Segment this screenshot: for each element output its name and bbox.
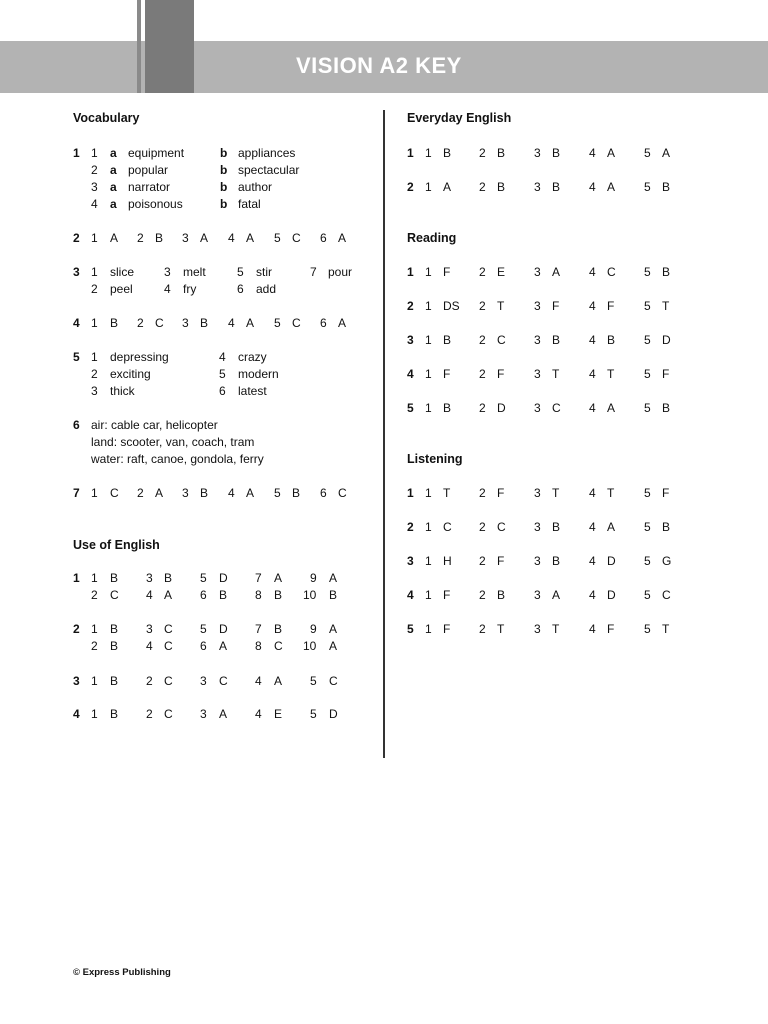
answer: D — [219, 571, 228, 585]
exercise-number: 7 — [73, 486, 80, 500]
section-heading-listening: Listening — [407, 452, 463, 466]
item-number: 10 — [303, 588, 317, 602]
answer: T — [443, 486, 451, 500]
item-number: 6 — [200, 588, 207, 602]
answer: B — [497, 588, 506, 602]
exercise-number: 1 — [73, 571, 80, 585]
item-number: 1 — [425, 622, 432, 636]
item-number: 3 — [91, 180, 98, 194]
answer: D — [329, 707, 338, 721]
item-number: 7 — [255, 622, 262, 636]
answer: C — [219, 674, 228, 688]
item-number: 2 — [479, 333, 486, 347]
answer: A — [246, 231, 255, 245]
exercise-number: 3 — [407, 333, 414, 347]
answer: F — [497, 486, 505, 500]
answer: C — [338, 486, 347, 500]
item-number: 3 — [534, 622, 541, 636]
item-number: 2 — [91, 639, 98, 653]
item-number: 3 — [534, 146, 541, 160]
answer: A — [200, 231, 209, 245]
item-number: 4 — [589, 520, 596, 534]
item-number: 1 — [91, 316, 98, 330]
answer: A — [338, 231, 347, 245]
exercise-number: 4 — [407, 367, 414, 381]
answer: T — [662, 622, 670, 636]
item-number: 2 — [91, 588, 98, 602]
answer: T — [497, 299, 505, 313]
answer: B — [200, 316, 209, 330]
item-number: 3 — [534, 180, 541, 194]
option-letter: a — [110, 146, 117, 160]
item-number: 2 — [479, 299, 486, 313]
answer: A — [155, 486, 164, 500]
answer-word: slice — [110, 265, 135, 279]
answer: B — [110, 571, 119, 585]
item-number: 4 — [589, 622, 596, 636]
answer: D — [662, 333, 671, 347]
exercise-number: 4 — [73, 707, 80, 721]
item-number: 5 — [644, 520, 651, 534]
section-heading-reading: Reading — [407, 231, 457, 245]
exercise-number: 5 — [73, 350, 80, 364]
item-number: 2 — [479, 520, 486, 534]
answer: C — [497, 520, 506, 534]
section-heading-vocabulary: Vocabulary — [73, 111, 140, 125]
item-number: 5 — [644, 622, 651, 636]
item-number: 1 — [425, 367, 432, 381]
item-number: 3 — [91, 384, 98, 398]
item-number: 2 — [137, 231, 144, 245]
answer: T — [497, 622, 505, 636]
answer: T — [552, 622, 560, 636]
item-number: 2 — [479, 265, 486, 279]
answer: G — [662, 554, 672, 568]
item-number: 3 — [182, 486, 189, 500]
answer: B — [662, 265, 671, 279]
item-number: 4 — [228, 316, 235, 330]
answer: A — [246, 316, 255, 330]
item-number: 2 — [137, 316, 144, 330]
section-heading-use-of-english: Use of English — [73, 538, 160, 552]
answer: H — [443, 554, 452, 568]
option-letter: b — [220, 180, 228, 194]
answer: A — [219, 707, 228, 721]
answer: A — [607, 180, 616, 194]
answer: A — [329, 571, 338, 585]
answer: A — [329, 622, 338, 636]
option-letter: a — [110, 163, 117, 177]
item-number: 4 — [228, 231, 235, 245]
item-number: 4 — [589, 554, 596, 568]
answer: F — [443, 622, 451, 636]
exercise-number: 2 — [73, 622, 80, 636]
exercise-number: 2 — [407, 520, 414, 534]
item-number: 5 — [274, 316, 281, 330]
item-number: 2 — [479, 486, 486, 500]
answer: D — [607, 588, 616, 602]
item-number: 5 — [644, 146, 651, 160]
answer: F — [443, 265, 451, 279]
item-number: 5 — [274, 486, 281, 500]
answer-word: popular — [128, 163, 169, 177]
answer: C — [164, 639, 173, 653]
answer-word: stir — [256, 265, 272, 279]
answer: B — [443, 146, 452, 160]
exercise-number: 1 — [407, 146, 414, 160]
answer-word: appliances — [238, 146, 296, 160]
item-number: 1 — [425, 333, 432, 347]
answer: DS — [443, 299, 460, 313]
item-number: 5 — [644, 554, 651, 568]
header-stripe — [137, 0, 141, 93]
item-number: 2 — [137, 486, 144, 500]
item-number: 5 — [219, 367, 226, 381]
item-number: 1 — [91, 350, 98, 364]
item-number: 1 — [425, 486, 432, 500]
exercise-number: 5 — [407, 622, 414, 636]
answer: T — [552, 367, 560, 381]
answer: B — [497, 146, 506, 160]
answer: C — [329, 674, 338, 688]
item-number: 8 — [255, 588, 262, 602]
answer: C — [164, 674, 173, 688]
answer-word: spectacular — [238, 163, 300, 177]
option-letter: a — [110, 197, 117, 211]
answer-word: author — [238, 180, 273, 194]
answer: A — [164, 588, 173, 602]
item-number: 3 — [164, 265, 171, 279]
item-number: 3 — [534, 588, 541, 602]
item-number: 4 — [589, 486, 596, 500]
answer: F — [443, 367, 451, 381]
answer: C — [552, 401, 561, 415]
option-letter: b — [220, 197, 228, 211]
item-number: 1 — [425, 520, 432, 534]
exercise-number: 2 — [407, 180, 414, 194]
answer-word: pour — [328, 265, 353, 279]
item-number: 1 — [91, 622, 98, 636]
item-number: 4 — [164, 282, 171, 296]
answer: B — [552, 520, 561, 534]
item-number: 3 — [534, 367, 541, 381]
answer-word: fatal — [238, 197, 261, 211]
item-number: 3 — [146, 571, 153, 585]
item-number: 7 — [255, 571, 262, 585]
answer: C — [662, 588, 671, 602]
item-number: 1 — [91, 265, 98, 279]
item-number: 5 — [310, 674, 317, 688]
answer: B — [110, 622, 119, 636]
answer: C — [443, 520, 452, 534]
option-letter: b — [220, 146, 228, 160]
answer: A — [246, 486, 255, 500]
answer: F — [607, 622, 615, 636]
answer-word: latest — [238, 384, 267, 398]
answer-word: thick — [110, 384, 135, 398]
option-letter: a — [110, 180, 117, 194]
item-number: 5 — [644, 367, 651, 381]
item-number: 4 — [228, 486, 235, 500]
answer: A — [607, 401, 616, 415]
item-number: 4 — [91, 197, 98, 211]
item-number: 1 — [425, 401, 432, 415]
item-number: 3 — [534, 265, 541, 279]
answer: F — [552, 299, 560, 313]
answer: B — [552, 180, 561, 194]
answer-word: exciting — [110, 367, 151, 381]
item-number: 5 — [644, 333, 651, 347]
answer-word: depressing — [110, 350, 169, 364]
copyright-footer: © Express Publishing — [73, 967, 171, 978]
answer-word: melt — [183, 265, 206, 279]
item-number: 6 — [219, 384, 226, 398]
exercise-number: 4 — [407, 588, 414, 602]
item-number: 5 — [644, 486, 651, 500]
answer: C — [292, 316, 301, 330]
exercise-number: 1 — [407, 265, 414, 279]
item-number: 5 — [200, 571, 207, 585]
answer: T — [607, 486, 615, 500]
answer: D — [607, 554, 616, 568]
exercise-number: 1 — [407, 486, 414, 500]
item-number: 2 — [479, 146, 486, 160]
answer: A — [329, 639, 338, 653]
item-number: 4 — [146, 639, 153, 653]
item-number: 5 — [644, 180, 651, 194]
answer: B — [274, 622, 283, 636]
item-number: 4 — [589, 588, 596, 602]
item-number: 3 — [146, 622, 153, 636]
exercise-number: 3 — [73, 674, 80, 688]
answer: B — [110, 316, 119, 330]
answer: B — [497, 180, 506, 194]
item-number: 9 — [310, 622, 317, 636]
answer-word: crazy — [238, 350, 267, 364]
column-divider — [383, 110, 385, 758]
answer: A — [443, 180, 452, 194]
item-number: 10 — [303, 639, 317, 653]
answer: B — [219, 588, 228, 602]
answer-line: land: scooter, van, coach, tram — [91, 435, 255, 449]
answer-word: add — [256, 282, 277, 296]
answer: E — [274, 707, 283, 721]
item-number: 4 — [589, 333, 596, 347]
item-number: 3 — [200, 707, 207, 721]
item-number: 4 — [589, 367, 596, 381]
item-number: 4 — [589, 180, 596, 194]
answer: E — [497, 265, 506, 279]
answer: B — [200, 486, 209, 500]
item-number: 2 — [479, 622, 486, 636]
answer-word: narrator — [128, 180, 171, 194]
item-number: 1 — [425, 299, 432, 313]
answer: A — [274, 674, 283, 688]
item-number: 2 — [91, 282, 98, 296]
answer: C — [164, 622, 173, 636]
exercise-number: 5 — [407, 401, 414, 415]
exercise-number: 3 — [73, 265, 80, 279]
exercise-number: 3 — [407, 554, 414, 568]
answer-line: air: cable car, helicopter — [91, 418, 218, 432]
answer: B — [443, 333, 452, 347]
answer: B — [110, 707, 119, 721]
answer: T — [662, 299, 670, 313]
item-number: 1 — [425, 180, 432, 194]
section-heading-everyday-english: Everyday English — [407, 111, 512, 125]
answer: A — [274, 571, 283, 585]
answer: B — [552, 554, 561, 568]
item-number: 6 — [200, 639, 207, 653]
item-number: 3 — [534, 486, 541, 500]
answer: B — [110, 674, 119, 688]
exercise-number: 1 — [73, 146, 80, 160]
item-number: 4 — [589, 265, 596, 279]
item-number: 6 — [237, 282, 244, 296]
item-number: 1 — [425, 588, 432, 602]
option-letter: b — [220, 163, 228, 177]
item-number: 1 — [91, 707, 98, 721]
item-number: 4 — [589, 146, 596, 160]
exercise-number: 6 — [73, 418, 80, 432]
item-number: 1 — [91, 674, 98, 688]
item-number: 5 — [644, 265, 651, 279]
answer: A — [552, 265, 561, 279]
item-number: 5 — [644, 299, 651, 313]
answer: B — [607, 333, 616, 347]
answer: B — [292, 486, 301, 500]
item-number: 1 — [91, 571, 98, 585]
answer: B — [662, 401, 671, 415]
answer: C — [292, 231, 301, 245]
answer: F — [497, 554, 505, 568]
item-number: 1 — [425, 265, 432, 279]
answer: B — [662, 180, 671, 194]
answer: F — [662, 367, 670, 381]
item-number: 2 — [479, 554, 486, 568]
item-number: 4 — [589, 299, 596, 313]
item-number: 2 — [479, 180, 486, 194]
item-number: 5 — [644, 401, 651, 415]
answer: B — [662, 520, 671, 534]
answer: C — [155, 316, 164, 330]
item-number: 2 — [479, 367, 486, 381]
answer: F — [607, 299, 615, 313]
answer: A — [607, 520, 616, 534]
item-number: 4 — [589, 401, 596, 415]
answer-word: poisonous — [128, 197, 183, 211]
answer: C — [110, 486, 119, 500]
answer: F — [497, 367, 505, 381]
item-number: 9 — [310, 571, 317, 585]
answer-line: water: raft, canoe, gondola, ferry — [91, 452, 264, 466]
answer: A — [607, 146, 616, 160]
answer: T — [607, 367, 615, 381]
item-number: 1 — [91, 486, 98, 500]
answer: B — [552, 146, 561, 160]
answer-word: modern — [238, 367, 279, 381]
item-number: 2 — [91, 367, 98, 381]
answer: D — [219, 622, 228, 636]
answer: C — [607, 265, 616, 279]
answer: A — [110, 231, 119, 245]
item-number: 4 — [255, 707, 262, 721]
answer: B — [274, 588, 283, 602]
item-number: 5 — [200, 622, 207, 636]
item-number: 3 — [200, 674, 207, 688]
answer: A — [338, 316, 347, 330]
item-number: 5 — [274, 231, 281, 245]
answer: B — [110, 639, 119, 653]
item-number: 4 — [146, 588, 153, 602]
item-number: 1 — [425, 554, 432, 568]
item-number: 2 — [479, 588, 486, 602]
item-number: 3 — [534, 554, 541, 568]
page-title: VISION A2 KEY — [296, 53, 462, 78]
answer: C — [497, 333, 506, 347]
answer: D — [497, 401, 506, 415]
item-number: 1 — [425, 146, 432, 160]
item-number: 3 — [534, 299, 541, 313]
answer: A — [552, 588, 561, 602]
exercise-number: 4 — [73, 316, 80, 330]
answer: C — [164, 707, 173, 721]
answer-word: equipment — [128, 146, 185, 160]
header-tab — [145, 0, 194, 93]
item-number: 4 — [255, 674, 262, 688]
exercise-number: 2 — [73, 231, 80, 245]
item-number: 3 — [182, 316, 189, 330]
item-number: 7 — [310, 265, 317, 279]
answer: F — [662, 486, 670, 500]
item-number: 3 — [534, 520, 541, 534]
answer: B — [164, 571, 173, 585]
item-number: 4 — [219, 350, 226, 364]
item-number: 3 — [534, 401, 541, 415]
item-number: 3 — [534, 333, 541, 347]
answer: C — [274, 639, 283, 653]
item-number: 5 — [644, 588, 651, 602]
item-number: 6 — [320, 486, 327, 500]
item-number: 5 — [310, 707, 317, 721]
answer: B — [443, 401, 452, 415]
item-number: 6 — [320, 231, 327, 245]
answer: A — [219, 639, 228, 653]
answer: A — [662, 146, 671, 160]
answer: B — [552, 333, 561, 347]
item-number: 8 — [255, 639, 262, 653]
item-number: 3 — [182, 231, 189, 245]
item-number: 1 — [91, 146, 98, 160]
answer: B — [155, 231, 164, 245]
answer-word: peel — [110, 282, 133, 296]
answer: C — [110, 588, 119, 602]
item-number: 2 — [146, 674, 153, 688]
answer: F — [443, 588, 451, 602]
item-number: 1 — [91, 231, 98, 245]
item-number: 2 — [146, 707, 153, 721]
answer-word: fry — [183, 282, 197, 296]
exercise-number: 2 — [407, 299, 414, 313]
item-number: 2 — [91, 163, 98, 177]
item-number: 6 — [320, 316, 327, 330]
item-number: 5 — [237, 265, 244, 279]
item-number: 2 — [479, 401, 486, 415]
answer: B — [329, 588, 338, 602]
answer: T — [552, 486, 560, 500]
